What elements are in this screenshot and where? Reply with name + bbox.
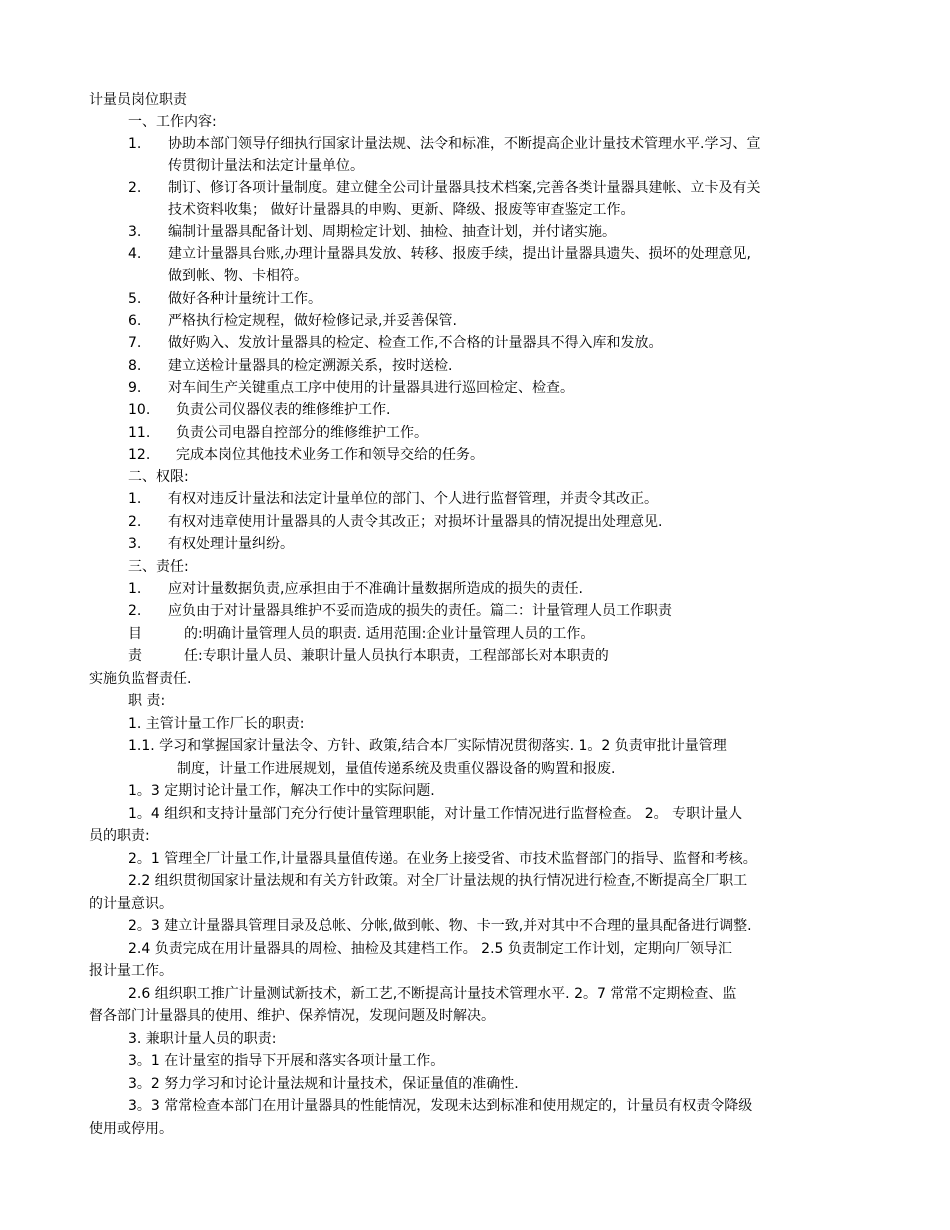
list-item bbox=[128, 444, 868, 466]
resp-text: 专职计量人员、兼职计量人员执行本职责，工程部部长对本职责的 bbox=[202, 648, 609, 664]
paragraph-line: 3。3 常常检查本部门在用计量器具的性能情况，发现未达到标准和使用规定的，计量员有权责令降级 bbox=[128, 1098, 753, 1114]
paragraph-line: 1。3 定期讨论计量工作，解决工作中的实际问题. bbox=[128, 783, 435, 799]
item-number: 11. bbox=[128, 425, 151, 441]
paragraph-line: 3。2 努力学习和讨论计量法规和计量技术，保证量值的准确性. bbox=[128, 1076, 519, 1092]
paragraph-line: 员的职责: bbox=[89, 828, 150, 844]
item-number: 1. bbox=[128, 491, 142, 507]
responsibility-line bbox=[128, 645, 908, 667]
item-text: 对车间生产关键重点工序中使用的计量器具进行巡回检定、检查。 bbox=[168, 380, 574, 396]
paragraph-line: 1. 主管计量工作厂长的职责: bbox=[128, 716, 305, 732]
list-item bbox=[128, 600, 868, 622]
item-number: 7. bbox=[128, 335, 142, 351]
paragraph-line: 2。1 管理全厂计量工作,计量器具量值传递。在业务上接受省、市技术监督部门的指导、监督和考核。 bbox=[128, 851, 757, 867]
item-number: 2. bbox=[128, 514, 142, 530]
list-item bbox=[128, 133, 868, 155]
paragraph-line: 报计量工作。 bbox=[89, 963, 173, 979]
item-number: 5. bbox=[128, 291, 142, 307]
duty-heading: 职 责: bbox=[128, 693, 166, 709]
item-text: 严格执行检定规程，做好检修记录,并妥善保管. bbox=[168, 313, 457, 329]
paragraph-line: 3. 兼职计量人员的职责: bbox=[128, 1031, 277, 1047]
purpose-text: 明确计量管理人员的职责. 适用范围:企业计量管理人员的工作。 bbox=[202, 626, 595, 642]
paragraph-line: 使用或停用。 bbox=[89, 1121, 173, 1137]
paragraph-line: 2.2 组织贯彻国家计量法规和有关方针政策。对全厂计量法规的执行情况进行检查,不断提高全厂职工 bbox=[128, 873, 748, 889]
item-number: 9. bbox=[128, 380, 142, 396]
item-text: 应对计量数据负责,应承担由于不准确计量数据所造成的损失的责任. bbox=[168, 581, 583, 597]
item-number: 3. bbox=[128, 224, 142, 240]
paragraph-line: 3。1 在计量室的指导下开展和落实各项计量工作。 bbox=[128, 1053, 445, 1069]
resp-label-2: 任: bbox=[184, 648, 203, 664]
item-text: 建立计量器具台账,办理计量器具发放、转移、报废手续，提出计量器具遗失、损坏的处理意见, bbox=[168, 246, 751, 262]
resp-continuation: 实施负监督责任. bbox=[89, 671, 192, 687]
list-item bbox=[128, 377, 868, 399]
paragraph-line: 2.4 负责完成在用计量器具的周检、抽检及其建档工作。 2.5 负责制定工作计划，定期向厂领导汇 bbox=[128, 941, 732, 957]
item-text: 有权对违反计量法和法定计量单位的部门、个人进行监督管理，并责令其改正。 bbox=[168, 491, 658, 507]
list-item bbox=[128, 332, 868, 354]
list-item bbox=[128, 533, 868, 555]
item-number: 2. bbox=[128, 180, 142, 196]
list-item bbox=[128, 511, 868, 533]
item-number: 1. bbox=[128, 581, 142, 597]
item-number: 2. bbox=[128, 603, 142, 619]
list-item bbox=[128, 221, 868, 243]
list-item bbox=[128, 399, 868, 421]
paragraph-line: 2.6 组织职工推广计量测试新技术，新工艺,不断提高计量技术管理水平. 2。7 常常不定期检查、监 bbox=[128, 986, 737, 1002]
item-number: 4. bbox=[128, 246, 142, 262]
item-text: 完成本岗位其他技术业务工作和领导交给的任务。 bbox=[176, 447, 484, 463]
list-item bbox=[128, 422, 868, 444]
list-item bbox=[128, 310, 868, 332]
section-heading-authority: 二、权限: bbox=[128, 469, 189, 485]
paragraph-line: 1.1. 学习和掌握国家计量法令、方针、政策,结合本厂实际情况贯彻落实. 1。2 负责审批计量管理 bbox=[128, 738, 727, 754]
document-title: 计量员岗位职责 bbox=[89, 92, 187, 108]
item-number: 8. bbox=[128, 358, 142, 374]
item-text-cont: 做到帐、物、卡相符。 bbox=[168, 268, 308, 284]
paragraph-line: 制度，计量工作进展规划，量值传递系统及贵重仪器设备的购置和报废. bbox=[177, 761, 616, 777]
item-text: 编制计量器具配备计划、周期检定计划、抽检、抽查计划，并付诸实施。 bbox=[168, 224, 616, 240]
list-item bbox=[128, 177, 868, 199]
item-text: 有权处理计量纠纷。 bbox=[168, 536, 294, 552]
item-number: 6. bbox=[128, 313, 142, 329]
item-text: 协助本部门领导仔细执行国家计量法规、法令和标准，不断提高企业计量技术管理水平.学习、宣 bbox=[168, 136, 761, 152]
purpose-line bbox=[128, 623, 908, 645]
list-item bbox=[128, 355, 868, 377]
paragraph-line: 督各部门计量器具的使用、维护、保养情况，发现问题及时解决。 bbox=[89, 1008, 495, 1024]
item-number: 10. bbox=[128, 402, 151, 418]
paragraph-line: 的计量意识。 bbox=[89, 896, 173, 912]
section-heading-work-content: 一、工作内容: bbox=[128, 114, 217, 130]
item-text-cont: 传贯彻计量法和法定计量单位。 bbox=[168, 158, 364, 174]
paragraph-line: 1。4 组织和支持计量部门充分行使计量管理职能，对计量工作情况进行监督检查。 2。 专职计量人 bbox=[128, 806, 743, 822]
item-text: 负责公司电器自控部分的维修维护工作。 bbox=[176, 425, 428, 441]
paragraph-line: 2。3 建立计量器具管理目录及总帐、分帐,做到帐、物、卡一致,并对其中不合理的量具配备进行调整. bbox=[128, 918, 752, 934]
item-text: 建立送检计量器具的检定溯源关系，按时送检. bbox=[168, 358, 453, 374]
item-text-cont: 技术资料收集； 做好计量器具的申购、更新、降级、报废等审查鉴定工作。 bbox=[168, 202, 635, 218]
purpose-label: 目 bbox=[128, 626, 142, 642]
item-number: 1. bbox=[128, 136, 142, 152]
item-text: 制订、修订各项计量制度。建立健全公司计量器具技术档案,完善各类计量器具建帐、立卡及有关 bbox=[168, 180, 761, 196]
item-text: 有权对违章使用计量器具的人责令其改正；对损坏计量器具的情况提出处理意见. bbox=[168, 514, 663, 530]
item-number: 12. bbox=[128, 447, 151, 463]
section-heading-responsibility: 三、责任: bbox=[128, 559, 189, 575]
item-text: 做好各种计量统计工作。 bbox=[168, 291, 322, 307]
list-item bbox=[128, 488, 868, 510]
item-number: 3. bbox=[128, 536, 142, 552]
list-item bbox=[128, 578, 868, 600]
item-text: 做好购入、发放计量器具的检定、检查工作,不合格的计量器具不得入库和发放。 bbox=[168, 335, 663, 351]
resp-label: 责 bbox=[128, 648, 142, 664]
list-item bbox=[128, 243, 868, 265]
list-item bbox=[128, 288, 868, 310]
purpose-label-2: 的: bbox=[184, 626, 203, 642]
item-text: 负责公司仪器仪表的维修维护工作. bbox=[176, 402, 391, 418]
item-text: 应负由于对计量器具维护不妥而造成的损失的责任。篇二：计量管理人员工作职责 bbox=[168, 603, 672, 619]
